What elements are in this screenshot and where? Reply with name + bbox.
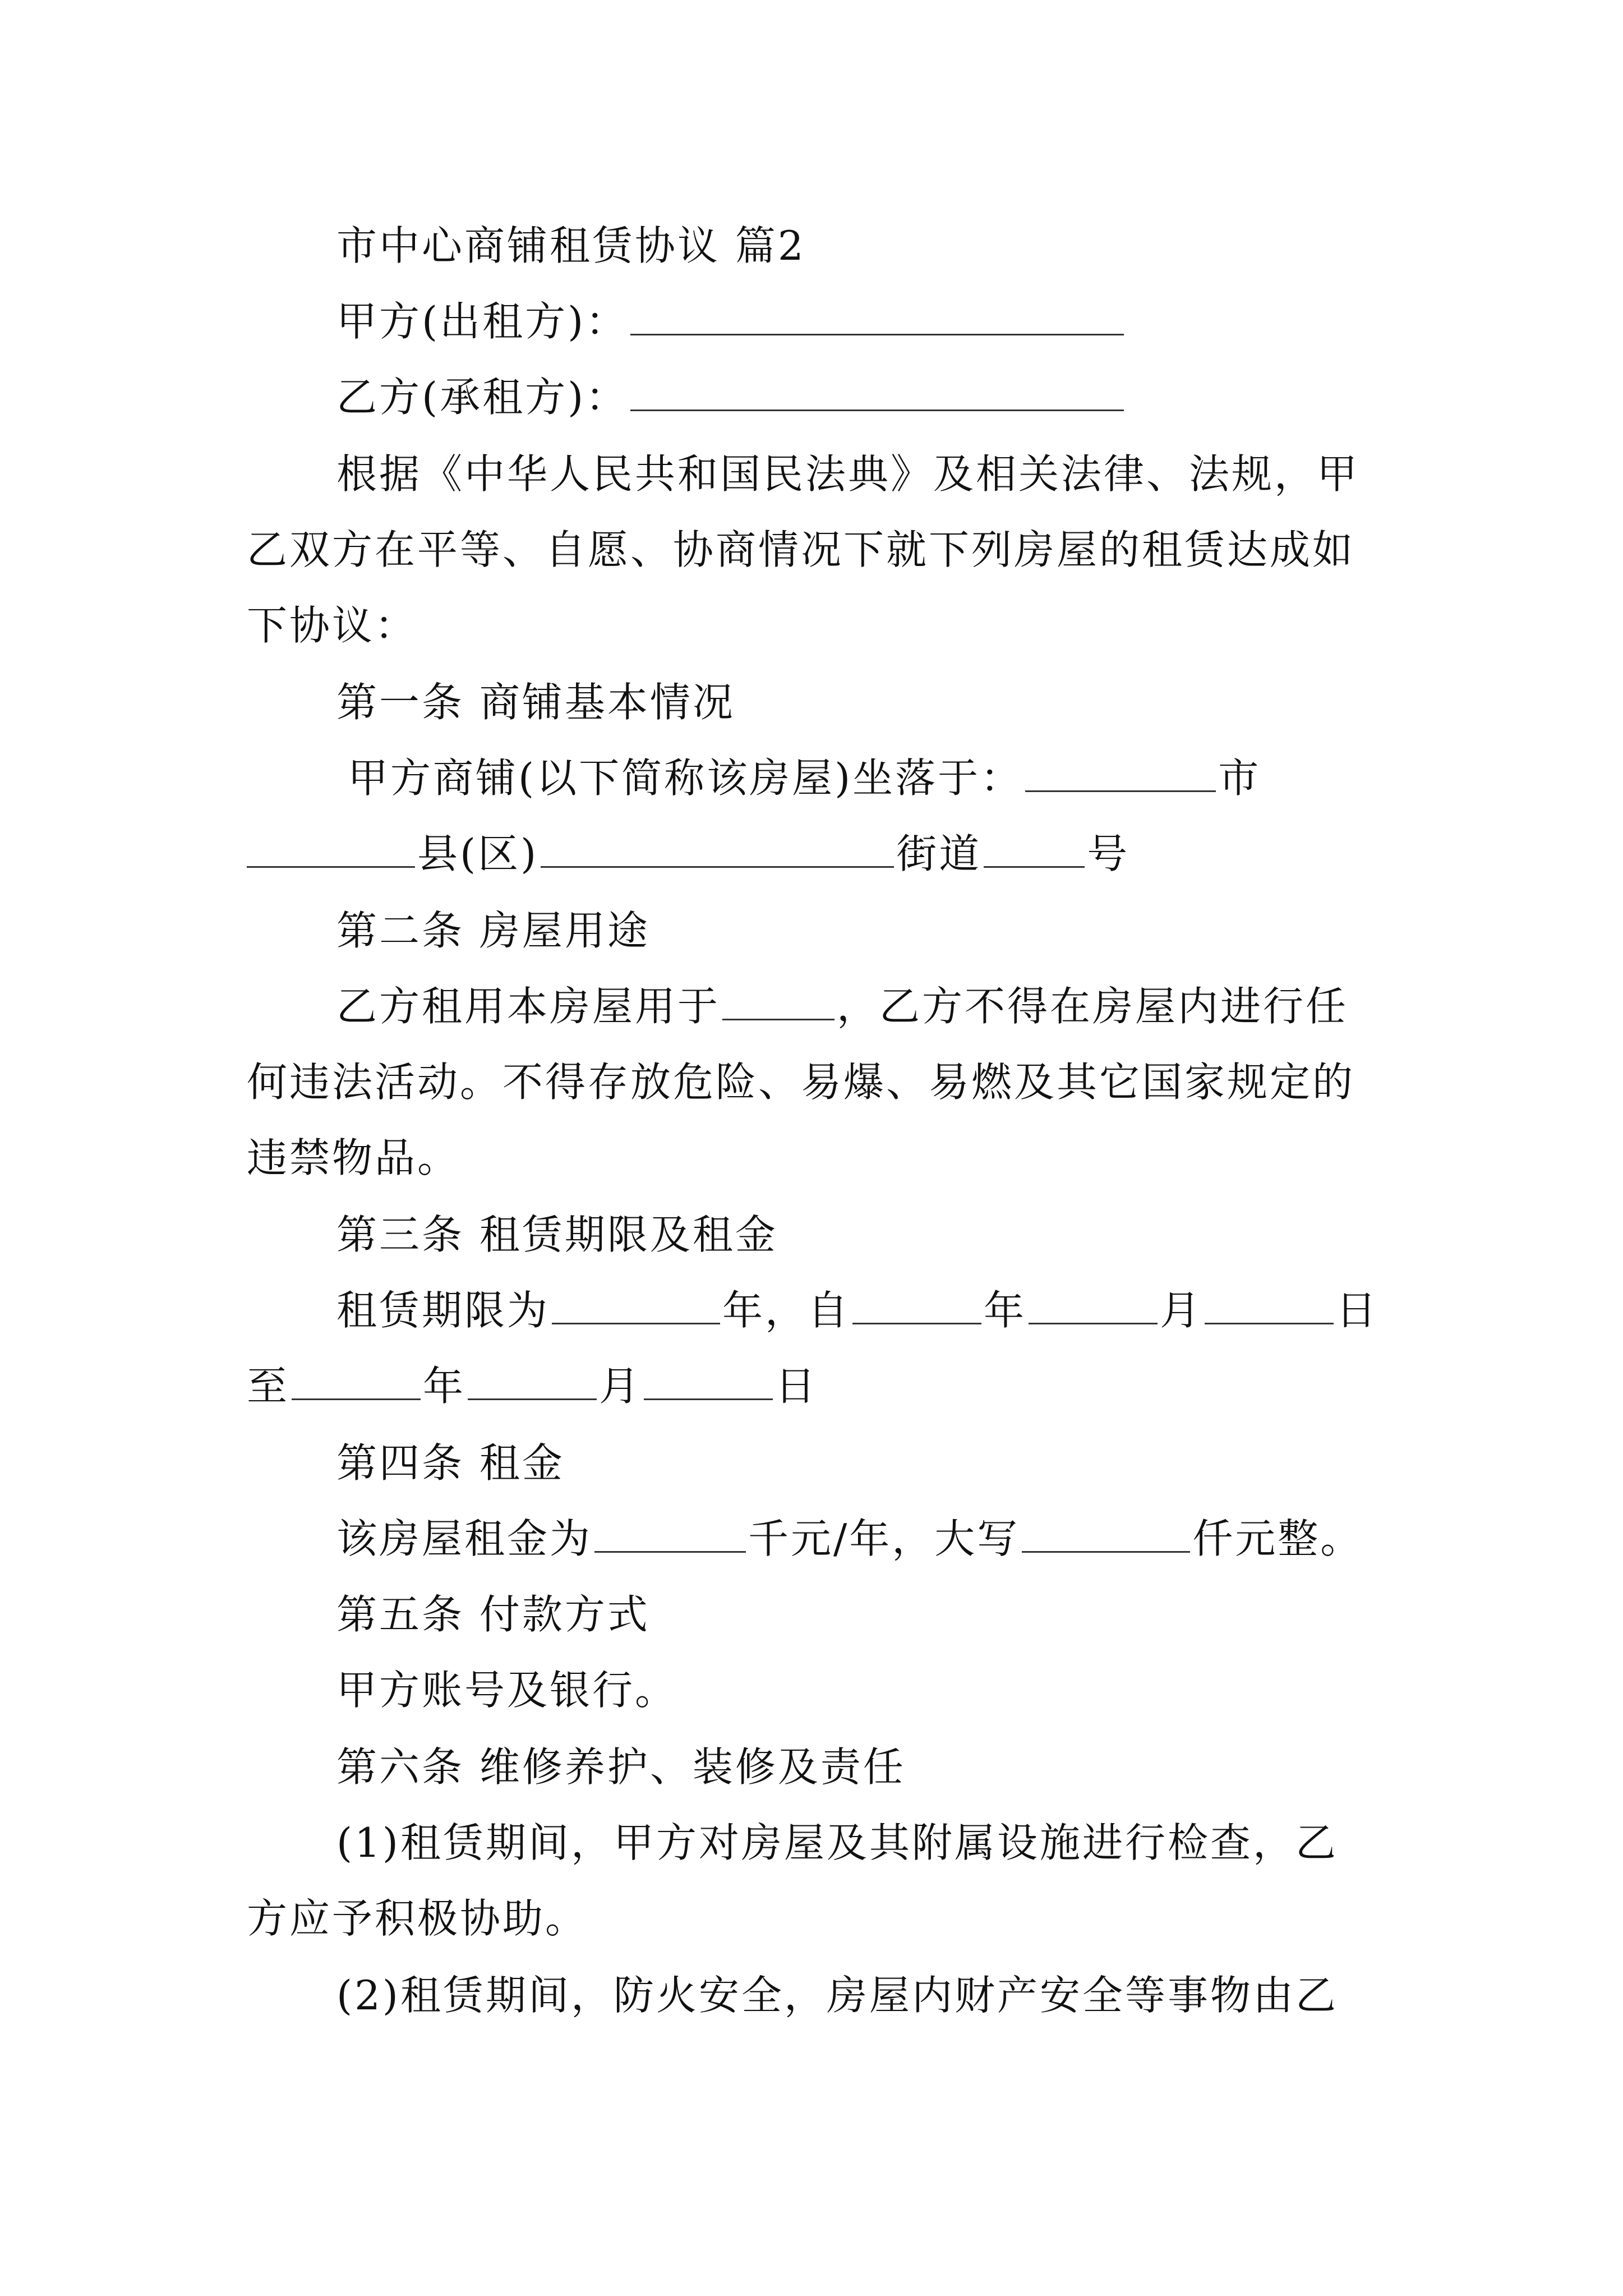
article-3-line-2 xyxy=(247,1359,1391,1413)
rent-unit-label: 千元/年，大写 xyxy=(748,1515,1020,1562)
end-year-blank[interactable] xyxy=(292,1361,421,1400)
article-6-item-2-line-1: (2)租赁期间，防火安全，房屋内财产安全等事物由乙 xyxy=(336,1972,1338,2019)
end-month-blank[interactable] xyxy=(468,1361,597,1400)
party-a-label: 甲方(出租方)： xyxy=(336,298,629,345)
article-6-item-1-line-2: 方应予积极协助。 xyxy=(247,1895,588,1942)
usage-blank[interactable] xyxy=(722,982,834,1020)
article-1-line-2 xyxy=(247,827,1391,881)
rent-suffix: 仟元整。 xyxy=(1192,1515,1363,1562)
article-1-line-1 xyxy=(348,751,1492,805)
location-label: 甲方商铺(以下简称该房屋)坐落于： xyxy=(348,754,1023,802)
county-label: 县(区) xyxy=(417,830,539,877)
usage-suffix: ，乙方不得在房屋内进行任 xyxy=(837,983,1349,1030)
from-label: 年，自 xyxy=(722,1287,851,1334)
number-label: 号 xyxy=(1087,830,1130,877)
party-a-blank[interactable] xyxy=(630,297,1124,335)
lease-years-blank[interactable] xyxy=(552,1286,720,1324)
intro-line-2: 乙双方在平等、自愿、协商情况下就下列房屋的租赁达成如 xyxy=(247,526,1355,573)
article-3-line-1 xyxy=(336,1283,1481,1337)
article-4-heading: 第四条 租金 xyxy=(336,1439,565,1487)
end-month-label: 月 xyxy=(599,1363,642,1410)
intro-line-3: 下协议： xyxy=(247,602,418,649)
party-b-label: 乙方(承租方)： xyxy=(336,374,629,421)
article-2-heading: 第二条 房屋用途 xyxy=(336,907,650,954)
party-b-blank[interactable] xyxy=(630,372,1124,411)
article-2-line-1 xyxy=(336,979,1481,1033)
street-label: 街道 xyxy=(896,830,982,877)
start-month-label: 月 xyxy=(1160,1287,1203,1334)
end-day-label: 日 xyxy=(775,1363,818,1410)
start-year-blank[interactable] xyxy=(852,1286,981,1324)
article-4-line-1 xyxy=(336,1512,1481,1566)
rent-label: 该房屋租金为 xyxy=(336,1515,593,1562)
start-year-label: 年 xyxy=(984,1287,1027,1334)
rent-amount-blank[interactable] xyxy=(594,1514,746,1553)
article-3-heading: 第三条 租赁期限及租金 xyxy=(336,1211,778,1258)
rent-uppercase-blank[interactable] xyxy=(1022,1514,1190,1553)
start-day-label: 日 xyxy=(1336,1287,1379,1334)
article-5-heading: 第五条 付款方式 xyxy=(336,1591,650,1638)
number-blank[interactable] xyxy=(984,829,1085,868)
party-b-line xyxy=(336,370,1481,424)
start-day-blank[interactable] xyxy=(1205,1286,1334,1324)
start-month-blank[interactable] xyxy=(1029,1286,1158,1324)
lease-term-label: 租赁期限为 xyxy=(336,1287,550,1334)
article-2-line-3: 违禁物品。 xyxy=(247,1134,460,1181)
article-6-heading: 第六条 维修养护、装修及责任 xyxy=(336,1743,906,1791)
county-blank[interactable] xyxy=(247,829,415,868)
end-day-blank[interactable] xyxy=(644,1361,773,1400)
document-title: 市中心商铺租赁协议 篇2 xyxy=(336,222,806,269)
intro-line-1: 根据《中华人民共和国民法典》及相关法律、法规，甲 xyxy=(336,450,1360,498)
city-blank[interactable] xyxy=(1025,753,1216,792)
end-year-label: 年 xyxy=(423,1363,466,1410)
to-label: 至 xyxy=(247,1363,290,1410)
city-label: 市 xyxy=(1218,754,1261,802)
article-5-line-1: 甲方账号及银行。 xyxy=(336,1667,678,1714)
usage-label: 乙方租用本房屋用于 xyxy=(336,983,721,1030)
street-blank[interactable] xyxy=(541,829,894,868)
party-a-line xyxy=(336,295,1481,348)
article-6-item-1-line-1: (1)租赁期间，甲方对房屋及其附属设施进行检查，乙 xyxy=(336,1819,1338,1866)
article-2-line-2: 何违法活动。不得存放危险、易爆、易燃及其它国家规定的 xyxy=(247,1059,1355,1106)
article-1-heading: 第一条 商铺基本情况 xyxy=(336,679,735,726)
